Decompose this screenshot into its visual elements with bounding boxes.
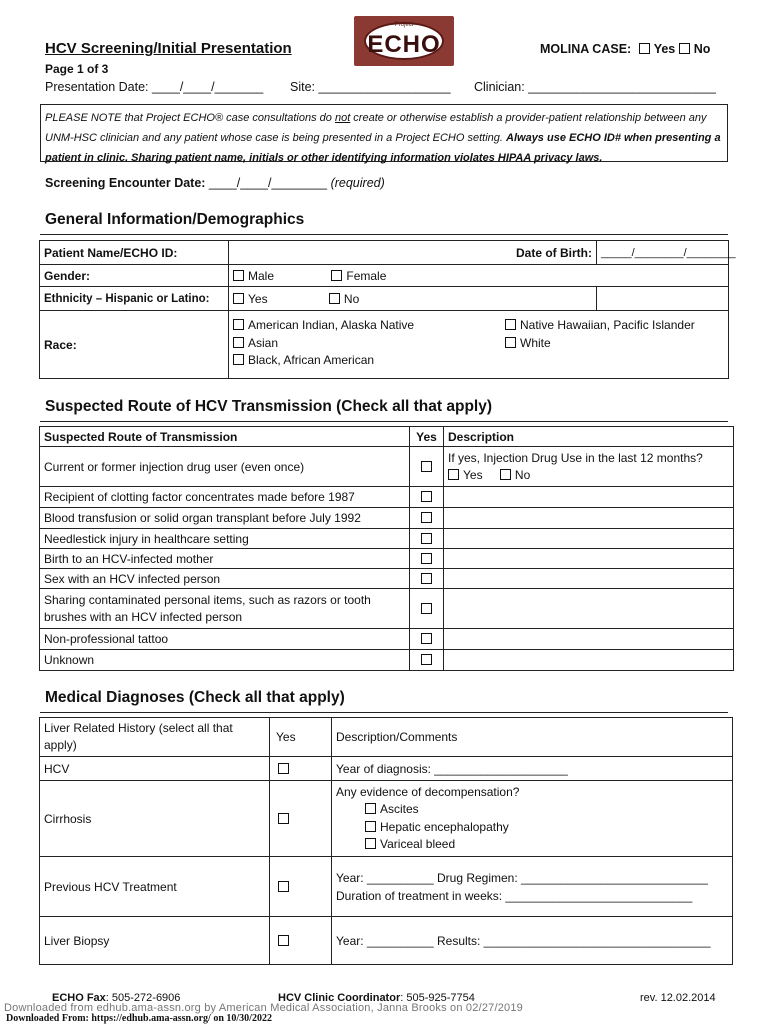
col-desc-header: Description	[444, 427, 734, 447]
patient-name-label: Patient Name/ECHO ID:	[40, 241, 229, 265]
route-clotting-factor-checkbox[interactable]	[421, 491, 432, 502]
form-title: HCV Screening/Initial Presentation	[45, 40, 292, 57]
idu-12mo-no-checkbox[interactable]	[500, 469, 511, 480]
project-echo-logo: Project ECHO	[354, 16, 454, 66]
route-sharing-items-checkbox[interactable]	[421, 603, 432, 614]
route-row-label: Blood transfusion or solid organ transplant before July 1992	[40, 508, 410, 529]
route-row-label: Unknown	[40, 650, 410, 671]
race-asian-checkbox[interactable]	[233, 337, 244, 348]
download-watermark: Downloaded from edhub.ama-assn.org by American Medical Association, Janna Brooks on 02/27/2019	[4, 1002, 523, 1014]
race-american-indian-checkbox[interactable]	[233, 319, 244, 330]
dob-field[interactable]: _____/________/________	[597, 241, 729, 265]
route-row-label: Needlestick injury in healthcare setting	[40, 529, 410, 549]
route-sex-checkbox[interactable]	[421, 573, 432, 584]
idu-12mo-yes-checkbox[interactable]	[448, 469, 459, 480]
cirrhosis-checkbox[interactable]	[278, 813, 289, 824]
route-needlestick-checkbox[interactable]	[421, 533, 432, 544]
echo-fax: ECHO Fax: 505-272-6906	[52, 992, 181, 1004]
site-field[interactable]: Site: ___________________	[290, 80, 451, 94]
hcv-label: HCV	[40, 757, 270, 781]
molina-case: MOLINA CASE: Yes No	[540, 42, 711, 56]
molina-yes-checkbox[interactable]	[639, 43, 650, 54]
page-number: Page 1 of 3	[45, 62, 109, 76]
previous-treatment-fields[interactable]: Year: __________ Drug Regimen: ____________________________ Duration of treatment in weeks: ____________________________	[332, 857, 733, 917]
route-birth-checkbox[interactable]	[421, 553, 432, 564]
ethnicity-no-checkbox[interactable]	[329, 293, 340, 304]
hcv-checkbox[interactable]	[278, 763, 289, 774]
route-row-label: Recipient of clotting factor concentrates made before 1987	[40, 487, 410, 508]
ethnicity-label: Ethnicity – Hispanic or Latino:	[40, 287, 229, 311]
demographics-table	[39, 240, 736, 379]
col-desc-header: Description/Comments	[332, 718, 733, 757]
route-unknown-checkbox[interactable]	[421, 654, 432, 665]
screening-encounter-date[interactable]: Screening Encounter Date: ____/____/________ (required)	[45, 176, 385, 190]
clinician-field[interactable]: Clinician: ___________________________	[474, 80, 716, 94]
male-checkbox[interactable]	[233, 270, 244, 281]
route-row-label: Sex with an HCV infected person	[40, 569, 410, 589]
route-transfusion-checkbox[interactable]	[421, 512, 432, 523]
col-history-header: Liver Related History (select all that apply)	[40, 718, 270, 757]
liver-biopsy-label: Liver Biopsy	[40, 917, 270, 965]
ascites-checkbox[interactable]	[365, 803, 376, 814]
gender-label: Gender:	[40, 265, 229, 287]
route-row-label: Birth to an HCV-infected mother	[40, 549, 410, 569]
route-tattoo-checkbox[interactable]	[421, 633, 432, 644]
ethnicity-options: Yes No	[229, 287, 597, 311]
transmission-heading: Suspected Route of HCV Transmission (Check all that apply)	[45, 398, 493, 415]
dob-label: Date of Birth:	[229, 241, 597, 265]
route-row-label: Non-professional tattoo	[40, 629, 410, 650]
col-yes-header: Yes	[410, 427, 444, 447]
clinic-coordinator: HCV Clinic Coordinator: 505-925-7754	[278, 992, 475, 1004]
race-white-checkbox[interactable]	[505, 337, 516, 348]
transmission-table	[39, 426, 734, 671]
liver-biopsy-fields[interactable]: Year: __________ Results: __________________________________	[332, 917, 733, 965]
revision-date: rev. 12.02.2014	[640, 992, 716, 1004]
route-row-label: Sharing contaminated personal items, such as razors or tooth brushes with an HCV infected person	[40, 589, 410, 629]
race-native-hawaiian-checkbox[interactable]	[505, 319, 516, 330]
cirrhosis-label: Cirrhosis	[40, 781, 270, 857]
liver-biopsy-checkbox[interactable]	[278, 935, 289, 946]
variceal-bleed-checkbox[interactable]	[365, 838, 376, 849]
hcv-year-field[interactable]: Year of diagnosis: ____________________	[332, 757, 733, 781]
diagnoses-table	[39, 717, 733, 965]
col-yes-header: Yes	[270, 718, 332, 757]
presentation-date-field[interactable]: Presentation Date: ____/____/_______	[45, 80, 264, 94]
female-checkbox[interactable]	[331, 270, 342, 281]
route-idu-checkbox[interactable]	[421, 461, 432, 472]
route-row-label: Current or former injection drug user (even once)	[40, 447, 410, 487]
race-label: Race:	[40, 311, 229, 379]
hepatic-encephalopathy-checkbox[interactable]	[365, 821, 376, 832]
demographics-heading: General Information/Demographics	[45, 211, 305, 228]
race-black-checkbox[interactable]	[233, 354, 244, 365]
col-route-header: Suspected Route of Transmission	[40, 427, 410, 447]
molina-no-checkbox[interactable]	[679, 43, 690, 54]
race-options: American Indian, Alaska Native Asian Black, African American Native Hawaiian, Pacific Islander White	[229, 311, 729, 379]
hipaa-notice: PLEASE NOTE that Project ECHO® case consultations do not create or otherwise establish a provider-patient relationship between any UNM-HSC clinician and any patient whose case is being presented in a Project ECHO setting. Always use ECHO ID# when presenting a patient in clinic. Sharing patient name, initials or other identifying information violates HIPAA privacy laws.	[40, 104, 728, 162]
diagnoses-heading: Medical Diagnoses (Check all that apply)	[45, 689, 345, 706]
molina-label: MOLINA CASE:	[540, 42, 632, 56]
decompensation-options: Any evidence of decompensation? Ascites Hepatic encephalopathy Variceal bleed	[332, 781, 733, 857]
gender-options: Male Female	[229, 265, 729, 287]
previous-treatment-label: Previous HCV Treatment	[40, 857, 270, 917]
ethnicity-yes-checkbox[interactable]	[233, 293, 244, 304]
previous-treatment-checkbox[interactable]	[278, 881, 289, 892]
download-footer: Downloaded From: https://edhub.ama-assn.org/ on 10/30/2022	[6, 1013, 272, 1024]
idu-followup: If yes, Injection Drug Use in the last 12 months? Yes No	[444, 447, 734, 487]
